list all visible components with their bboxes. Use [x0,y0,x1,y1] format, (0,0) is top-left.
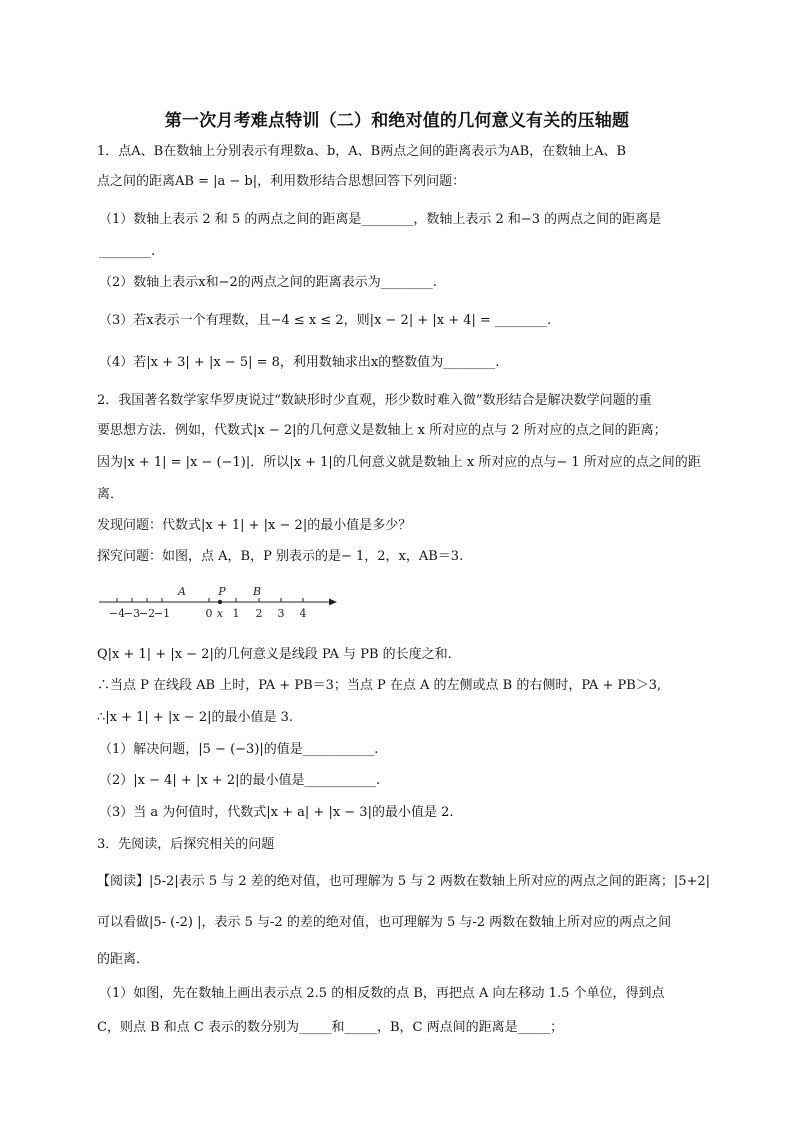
point-labels [177,585,261,598]
q1-part4: （4）若|x + 3| + |x − 5| = 8，利用数轴求出x的整数值为________. [99,355,500,370]
q3-part1-line2: C，则点 B 和点 C 表示的数分别为_____和_____，B，C 两点间的距离是_____； [97,1020,564,1035]
q2-sub2: （2）|x − 4| + |x + 2|的最小值是___________. [99,773,381,788]
point-label-p: P [218,585,226,598]
q1-stem-line1: 1．点A、B在数轴上分别表示有理数a、b，A、B两点之间的距离表示为AB，在数轴上A、B [97,144,627,159]
tick-label: −3 [123,607,141,620]
q3-read-line3: 的距离． [97,952,150,967]
tick-label: 3 [277,607,285,620]
page-title: 第一次月考难点特训（二）和绝对值的几何意义有关的压轴题 [164,111,630,131]
number-line-figure [97,584,347,626]
point-label-b: B [252,585,262,598]
q3-part1-line1: （1）如图，先在数轴上画出表示点 2.5 的相反数的点 B，再把点 A 向左移动 1.5 个单位，得到点 [99,986,665,1001]
tick-label: −2 [138,607,156,620]
q2-reason3: ∴|x + 1| + |x − 2|的最小值是 3. [97,710,294,725]
q3-stem: 3．先阅读，后探究相关的问题 [97,837,275,852]
q2-sub3: （3）当 a 为何值时，代数式|x + a| + |x − 3|的最小值是 2. [99,805,454,820]
tick-label: 0 [205,607,213,620]
tick-label: −1 [153,607,171,620]
tick-marks [117,598,303,602]
number-line-svg [97,584,347,626]
q2-stem-line2: 要思想方法．例如，代数式|x − 2|的几何意义是数轴上 x 所对应的点与 2 所对应的点之间的距离； [97,423,667,438]
tick-label: 2 [255,607,263,620]
q1-stem-line2: 点之间的距离AB = |a − b|，利用数形结合思想回答下列问题： [97,174,466,189]
number-line-arrow [329,599,337,606]
q3-read-line2: 可以看做|5- (-2) |，表示 5 与-2 的差的绝对值，也可理解为 5 与-2 两数在数轴上所对应的两点之间 [97,915,672,930]
q1-part1-line2: ________. [99,244,156,259]
q2-sub1: （1）解决问题，|5 − (−3)|的值是___________. [99,742,379,757]
q2-stem-line3: 因为|x + 1| = |x − (−1)|．所以|x + 1|的几何意义就是数轴上 x 所对应的点与− 1 所对应的点之间的距 [97,455,701,470]
tick-label: x [216,607,224,620]
tick-label: 1 [232,607,240,620]
q3-read-line1: 【阅读】|5-2|表示 5 与 2 差的绝对值，也可理解为 5 与 2 两数在数轴上所对应的两点之间的距离；|5+2| [97,874,711,889]
q2-explore: 探究问题：如图，点 A，B，P 别表示的是− 1，2，x，AB＝3. [97,549,464,564]
q1-part1-line1: （1）数轴上表示 2 和 5 的两点之间的距离是________，数轴上表示 2 和−3 的两点之间的距离是 [99,212,662,227]
point-p-dot [218,600,222,604]
point-label-a: A [178,585,186,598]
tick-labels [109,607,307,620]
q1-part2: （2）数轴上表示x和−2的两点之间的距离表示为________. [99,275,437,290]
q1-part3: （3）若x表示一个有理数，且−4 ≤ x ≤ 2，则|x − 2| + |x + 4| = ________. [99,313,552,328]
q2-reason2: ∴当点 P 在线段 AB 上时，PA + PB＝3；当点 P 在点 A 的左侧或点 B 的右侧时，PA + PB＞3, [97,678,662,693]
tick-label: 4 [299,607,307,620]
q2-reason1: Q|x + 1| + |x − 2|的几何意义是线段 PA 与 PB 的长度之和. [97,647,452,662]
q2-stem-line4: 离． [97,487,124,502]
q2-stem-line1: 2．我国著名数学家华罗庚说过“数缺形时少直观，形少数时难入微”数形结合是解决数学问题的重 [97,393,652,408]
q2-discover: 发现问题：代数式|x + 1| + |x − 2|的最小值是多少？ [97,518,412,533]
tick-label: −4 [108,607,126,620]
